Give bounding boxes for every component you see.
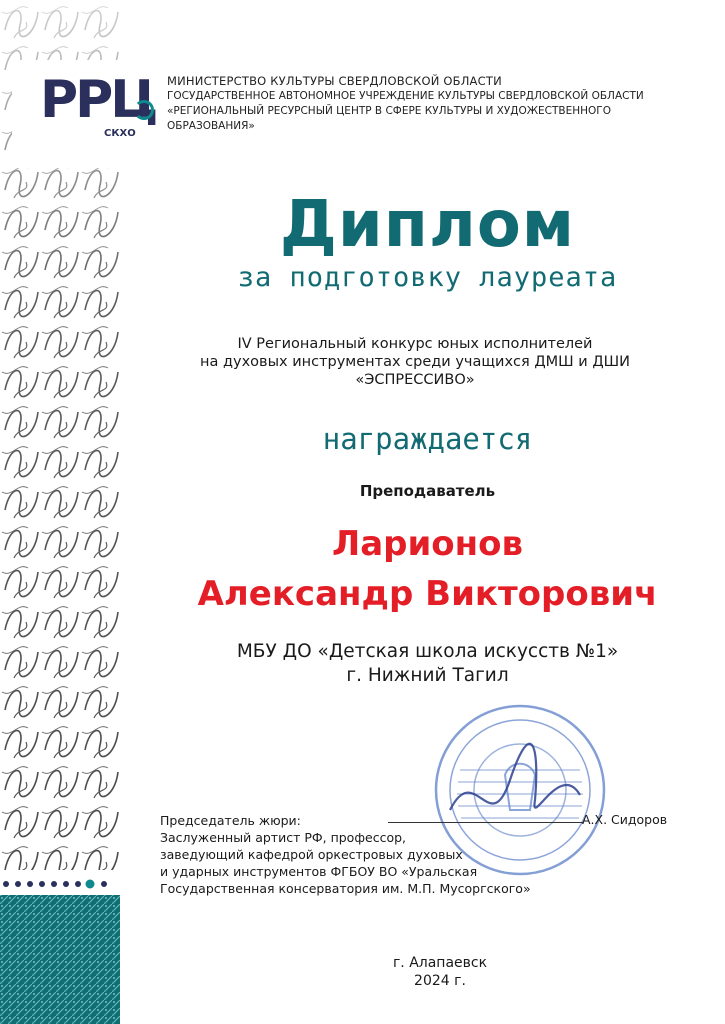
contest-line-2: на духовых инструментах среди учащихся ДМШ и ДШИ [199,354,630,370]
contest-line-3: «ЭСПРЕССИВО» [355,372,475,388]
ministry-name: МИНИСТЕРСТВО КУЛЬТУРЫ СВЕРДЛОВСКОЙ ОБЛАСТИ [167,74,502,88]
diploma-subtitle: за подготовку лауреата [237,262,618,293]
school-city: г. Нижний Тагил [346,665,509,686]
organization-header [167,74,687,134]
awarded-label: награждается [322,422,533,456]
institution-line-2: «РЕГИОНАЛЬНЫЙ РЕСУРСНЫЙ ЦЕНТР В СФЕРЕ КУЛЬТУРЫ И ХУДОЖЕСТВЕННОГО ОБРАЗОВАНИЯ» [167,105,611,132]
dot-row [3,880,107,889]
recipient-role: Преподаватель [359,482,496,500]
recipient-given-names: Александр Викторович [197,574,658,614]
school-name: МБУ ДО «Детская школа искусств №1» [236,641,619,662]
diploma-title: Диплом [279,188,576,262]
contest-line-1: IV Региональный конкурс юных исполнителей [237,336,593,352]
eagle-emblem-icon [505,764,535,810]
signer-name: А.Х. Сидоров [582,812,668,827]
jury-chair-info [160,812,540,897]
city: г. Алапаевск [392,955,488,971]
institution-line-1: ГОСУДАРСТВЕННОЕ АВТОНОМНОЕ УЧРЕЖДЕНИЕ КУЛЬТУРЫ СВЕРДЛОВСКОЙ ОБЛАСТИ [167,90,644,102]
jury-line-1: Председатель жюри: [160,813,301,828]
logo-letters: РРЦ [40,70,156,130]
logo-ring-icon [134,100,154,120]
place-and-date [230,954,650,990]
jury-line-4: и ударных инструментов ФГБОУ ВО «Уральская [160,864,478,879]
school-info [130,640,725,688]
jury-line-2: Заслуженный артист РФ, профессор, [160,830,407,845]
signature-scribble [450,744,580,810]
jury-line-3: заведующий кафедрой оркестровых духовых [160,847,463,862]
year: 2024 г. [414,973,466,989]
signature-line [388,822,583,823]
logo-subtitle: СКХО [104,128,136,139]
contest-description [160,335,670,389]
recipient-surname: Ларионов [331,524,524,564]
jury-line-5: Государственная консерватория им. М.П. Мусоргского» [160,881,531,896]
rrc-logo [40,70,156,150]
